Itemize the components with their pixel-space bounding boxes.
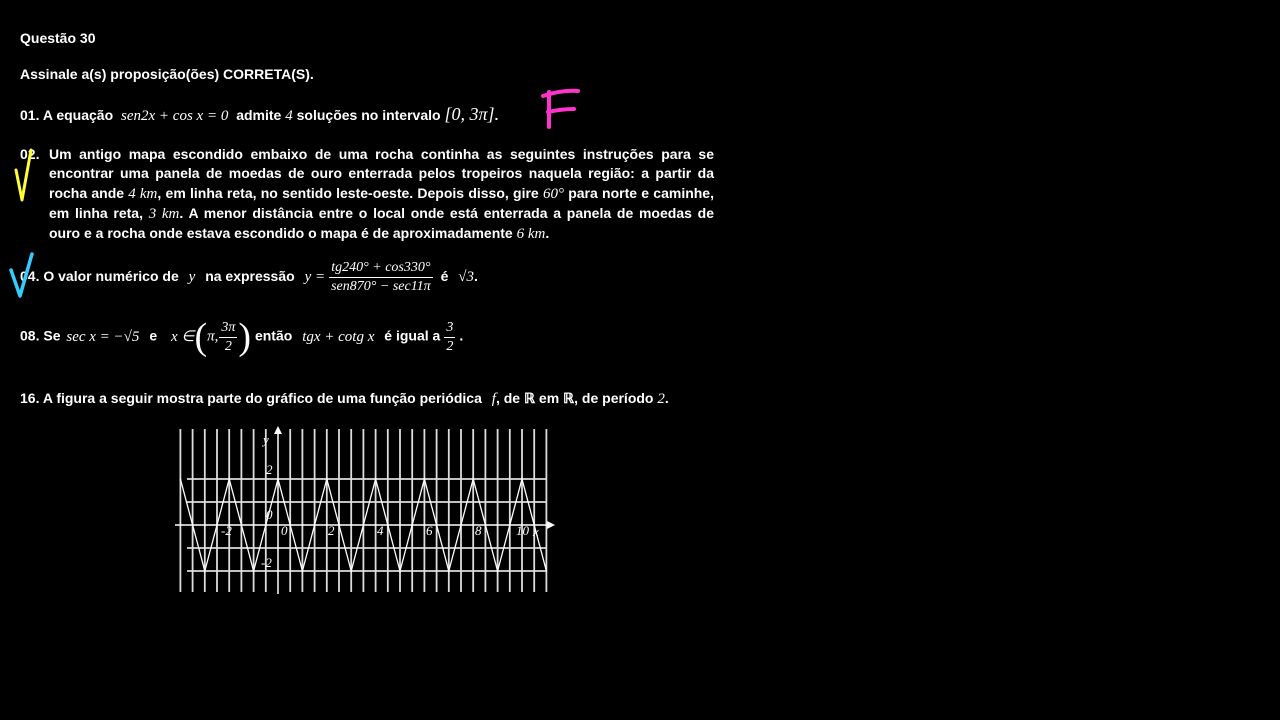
item-08-result-denominator: 2 [446, 338, 454, 354]
item-01-end: . [494, 107, 499, 123]
data-point [204, 570, 206, 572]
item-04-numerator: tg240° + cos330° [329, 259, 433, 278]
data-point [497, 570, 499, 572]
data-point [302, 570, 304, 572]
item-02-text [49, 145, 714, 244]
item-02-distance-3: 6 km [516, 226, 546, 243]
item-01-count: 4 [285, 108, 293, 124]
x-tick-6: 6 [426, 523, 433, 538]
item-08-left-paren: ( [194, 316, 208, 358]
item-08-membership: x ∈ [171, 328, 195, 345]
data-point [399, 570, 401, 572]
item-01-text-2: admite [236, 107, 282, 123]
item-04-variable: y [188, 269, 196, 286]
item-08-text-3: então [254, 327, 293, 344]
x-tick-2: 2 [328, 523, 335, 538]
item-08-text-1: Se [43, 327, 61, 344]
x-tick-4: 4 [377, 523, 384, 538]
item-08-right-paren: ) [238, 316, 252, 358]
item-08-fraction-denominator: 2 [224, 338, 232, 354]
item-08 [20, 315, 463, 359]
item-16-text-2: , de ℝ em ℝ, de período [495, 390, 654, 406]
item-08-condition: sec x = −√5 [66, 328, 140, 345]
item-16-end: . [664, 390, 669, 406]
item-02-distance-1: 4 km [128, 185, 158, 202]
data-point [472, 478, 474, 480]
data-point [228, 478, 230, 480]
item-08-expression: tgx + cotg x [302, 328, 375, 345]
x-tick-8: 8 [475, 523, 482, 538]
item-02-part-4: . A menor distância entre o local onde está enterrada a panela de moedas de ouro e a rocha onde estava escondido o mapa é de aproximadamente [49, 204, 714, 242]
item-08-interval-fraction [219, 319, 237, 356]
item-02-angle: 60° [542, 185, 564, 202]
data-point [448, 570, 450, 572]
item-08-text-2: e [149, 327, 158, 344]
item-08-end: . [459, 327, 464, 344]
item-02-part-2: , em linha reta, no sentido leste-oeste. Depois disso, gire [157, 184, 543, 201]
item-08-number: 08. [20, 327, 40, 344]
item-04-fraction [329, 259, 433, 296]
item-02-part-5: . [545, 225, 550, 242]
item-08-text-4: é igual a [384, 327, 441, 344]
item-04-text-2: na expressão [205, 268, 295, 285]
y-axis-arrow-icon [274, 426, 282, 434]
item-04-result: √3 [458, 269, 474, 286]
item-08-result-fraction [444, 319, 455, 356]
item-02-part-1: Um antigo mapa escondido embaixo de uma rocha continha as seguintes instruções para se encontrar uma panela de moedas de ouro enterrada pelos tropeiros naquela região: a partir da rocha ande [49, 146, 714, 201]
data-point [326, 478, 328, 480]
item-16-period: 2 [657, 391, 665, 407]
y-axis-label: y [263, 432, 269, 447]
item-01-number: 01. [20, 107, 40, 123]
item-08-fraction-numerator: 3π [219, 319, 237, 338]
item-01-text-3: soluções no intervalo [296, 107, 441, 123]
item-02-distance-2: 3 km [148, 205, 180, 222]
y-tick-minus-2: -2 [261, 555, 272, 570]
item-01-text-1: A equação [42, 107, 114, 123]
data-point [180, 478, 182, 480]
item-02-part-3: para norte e caminhe, em linha reta, [49, 184, 714, 221]
x-axis-label: x [533, 524, 539, 539]
item-04-denominator: sen870° − sec11π [331, 279, 431, 294]
item-01 [20, 104, 498, 125]
item-04-text-1: O valor numérico de [43, 268, 179, 285]
item-02-number: 02. [20, 146, 40, 162]
y-tick-0: 0 [266, 507, 273, 522]
item-04-number: 04. [20, 268, 40, 285]
item-04 [20, 259, 478, 296]
x-tick-0: 0 [281, 523, 288, 538]
item-16-text-1: A figura a seguir mostra parte do gráfico de uma função periódica [42, 390, 482, 406]
data-point [277, 478, 279, 480]
item-02 [20, 145, 714, 244]
data-point [375, 478, 377, 480]
question-title: Questão 30 [20, 30, 96, 46]
y-tick-2: 2 [266, 462, 273, 477]
graph-grid [180, 429, 547, 592]
instruction: Assinale a(s) proposição(ões) CORRETA(S). [20, 66, 314, 82]
item-16-number: 16. [20, 390, 40, 406]
x-tick-minus-2: -2 [221, 523, 232, 538]
item-04-end: . [473, 268, 478, 285]
periodic-function-graph [175, 424, 555, 596]
data-point [350, 570, 352, 572]
false-mark-f [543, 91, 578, 127]
item-04-text-3: é [440, 268, 449, 285]
data-point [253, 570, 255, 572]
item-08-pi: π, [207, 328, 219, 345]
x-axis-arrow-icon [547, 521, 555, 529]
item-08-result-numerator: 3 [444, 319, 455, 338]
x-tick-10: 10 [516, 523, 529, 538]
item-04-lhs: y = [304, 269, 326, 286]
item-01-equation: sen2x + cos x = 0 [121, 108, 229, 124]
data-point [521, 478, 523, 480]
item-16-function: f [491, 391, 496, 407]
data-point [546, 570, 548, 572]
item-01-interval: [0, 3π] [444, 104, 495, 124]
data-point [424, 478, 426, 480]
item-16 [20, 390, 669, 408]
